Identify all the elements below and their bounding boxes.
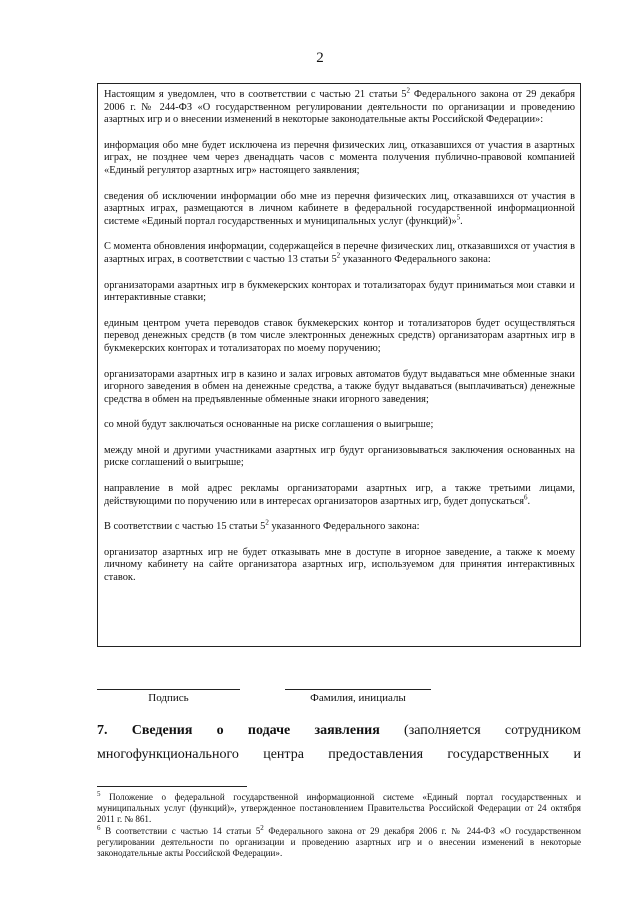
page-number: 2: [316, 50, 324, 66]
section-number: 7.: [97, 723, 108, 738]
footnote-ref-6: 6: [524, 493, 528, 502]
notice-part15-intro: В соответствии с частью 15 статьи $5^2$ указанного Федерального закона:: [104, 518, 420, 533]
notice-item-bets: организаторами азартных игр в букмекерских конторах и тотализаторах будут приниматься мои ставки и интерактивные ставки;: [104, 279, 575, 304]
superscript: 2: [265, 518, 269, 527]
notice-item-personal-account: сведения об исключении информации обо мне из перечня физических лиц, отказавшихся от участия в азартных играх, размещаются в личном кабинете в федеральной государственной информационной системе «Единый портал государственных и муниципальных услуг (функций)»$^5$.: [104, 190, 575, 227]
footnote-5: $^5$ Положение о федеральной государственной информационной системе «Единый портал государственных и муниципальных услуг (функций)», утвержденное постановлением Правительства Российской Федерации от 24 октября 2011 г. № 861.: [97, 789, 581, 825]
section-7-heading: [97, 719, 581, 767]
notice-update-intro: С момента обновления информации, содержащейся в перечне физических лиц, отказавшихся от участия в азартных играх, в соответствии с частью 13 статьи $5^2$ указанного Федерального закона:: [104, 241, 575, 265]
footnote-6: $^6$ В соответствии с частью 14 статьи $5^2$ Федерального закона от 29 декабря 2006 г. № 244-ФЗ «О государственном регулировании деятельности по организации и проведению азартных игр и о внесении изменений в некоторые законодательные акты Российской Федерации».: [97, 823, 581, 859]
notice-frame: [97, 83, 581, 647]
superscript: 2: [406, 86, 410, 95]
notice-item-transfers: единым центром учета переводов ставок букмекерских контор и тотализаторов будет осуществляться перевод денежных средств (в том числе электронных денежных средств) организаторам азартных игр в букмекерских конторах и тотализаторах по моему поручению;: [104, 317, 575, 354]
signature-line: [97, 689, 240, 690]
notice-item-agreements: со мной будут заключаться основанные на риске соглашения о выигрыше;: [104, 419, 434, 431]
footnotes: [97, 789, 581, 859]
notice-item-participants: между мной и другими участниками азартных игр будут организовываться заключения основанных на риске соглашений о выигрыше;: [104, 444, 575, 469]
signature-label: Подпись: [148, 692, 189, 704]
footnote-ref-5: 5: [456, 213, 461, 222]
section-7-line-1: 7. Сведения о подаче заявления (заполняется сотрудником: [97, 719, 581, 743]
superscript: 2: [336, 251, 341, 260]
notice-item-access: организатор азартных игр не будет отказывать мне в доступе в игорное заведение, а также к моему личному кабинету на сайте организатора азартных игр, используемом для принятия интерактивных ставок.: [104, 546, 575, 584]
footnote-separator: [97, 786, 247, 787]
name-label: Фамилия, инициалы: [310, 692, 406, 704]
notice-item-casino: организаторами азартных игр в казино и залах игровых автоматов будут выдаваться мне обменные знаки игорного заведения в обмен на денежные средства, а также будут выдаваться (выплачиваться) денежные средства в обмен на предъявленные обменные знаки игорного заведения;: [104, 368, 575, 405]
notice-intro: Настоящим я уведомлен, что в соответствии с частью 21 статьи $5^2$ Федерального закона от 29 декабря 2006 г. № 244-ФЗ «О государственном регулировании деятельности по организации и проведению азартных игр и о внесении изменений в некоторые законодательные акты Российской Федерации»:: [104, 86, 575, 126]
notice-item-exclusion: информация обо мне будет исключена из перечня физических лиц, отказавшихся от участия в азартных играх, не позднее чем через двенадцать часов с момента получения публично-правовой компанией «Единый регулятор азартных игр» настоящего заявления;: [104, 139, 575, 176]
section-7-line-2: многофункционального центра предоставления государственных и: [97, 747, 581, 762]
name-line: [285, 689, 431, 690]
notice-item-advertising: направление в мой адрес рекламы организаторами азартных игр, а также третьими лицами, действующими по поручению или в интересах организаторов азартных игр, будет допускаться$^6$.: [104, 483, 575, 507]
